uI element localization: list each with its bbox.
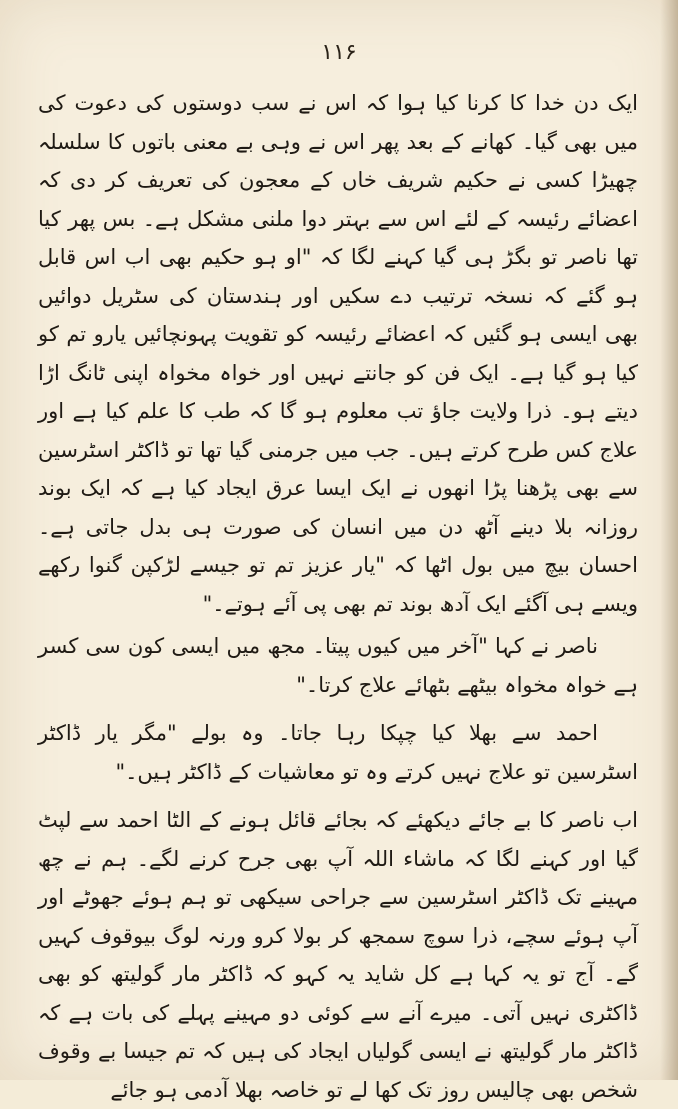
paragraph: ناصر نے کہا "آخر میں کیوں پیتا۔ مجھ میں ایسی کون سی کسر ہے خواہ مخواہ بیٹھے بٹھائے علاج کرتا۔" <box>38 634 638 697</box>
paragraph: احمد سے بھلا کیا چپکا رہا جاتا۔ وہ بولے "مگر یار ڈاکٹر اسٹرسین تو علاج نہیں کرتے وہ تو معاشیات کے ڈاکٹر ہیں۔" <box>38 721 638 784</box>
paragraph: ایک دن خدا کا کرنا کیا ہوا کہ اس نے سب دوستوں کی دعوت کی میں بھی گیا۔ کھانے کے بعد پھر اس نے وہی بے معنی باتوں کا سلسلہ چھیڑا کسی نے حکیم شریف خاں کے معجون کی تعریف کر دی کہ اعضائے رئیسہ کے لئے اس سے بہتر دوا ملنی مشکل ہے۔ بس پھر کیا تھا ناصر تو بگڑ ہی گیا کہنے لگا کہ "او ہو حکیم بھی اب اس قابل ہو گئے کہ نسخہ ترتیب دے سکیں اور ہندستان کی سٹریل دوائیں بھی ایسی ہو گئیں کہ اعضائے رئیسہ کو تقویت پہونچائیں یارو تم کو کیا ہو گیا ہے۔ ایک فن کو جانتے نہیں اور خواہ مخواہ اپنی ٹانگ اڑا دیتے ہو۔ ذرا ولایت جاؤ تب معلوم ہو گا کہ طب کا علم کیا ہے اور علاج کس طرح کرتے ہیں۔ جب میں جرمنی گیا تھا تو ڈاکٹر اسٹرسین سے بھی پڑھنا پڑا انھوں نے ایک ایسا عرق ایجاد کیا ہے کہ ایک بوند روزانہ بلا دینے آٹھ دن میں انسان کی صورت ہی بدل جاتی ہے۔ احسان بیچ میں بول اٹھا کہ "یار عزیز تم تو جیسے لڑکپن گنوا رکھے ویسے ہی آگئے ایک آدھ بوند تم بھی پی آئے ہوتے۔" <box>38 91 638 616</box>
page-edge-shadow <box>660 0 678 1080</box>
body-text <box>38 84 638 1109</box>
paragraph: اب ناصر کا بے جائے دیکھئے کہ بجائے قائل ہونے کے الٹا احمد سے لپٹ گیا اور کہنے لگا کہ ماشاء اللہ آپ بھی جرح کرنے لگے۔ ہم نے چھ مہینے تک ڈاکٹر اسٹرسین سے جراحی سیکھی تو ہم ہوئے جھوٹے اور آپ ہوئے سچے، ذرا سوچ سمجھ کر بولا کرو ورنہ لوگ بیوقوف کہیں گے۔ آج تو یہ کہا ہے کل شاید یہ کہو کہ ڈاکٹر مار گولیتھ کو بھی ڈاکٹری نہیں آتی۔ میرے آنے سے کوئی دو مہینے پہلے کی بات ہے کہ ڈاکٹر مار گولیتھ نے ایسی گولیاں ایجاد کی ہیں کہ تم جیسا بے وقوف شخص بھی چالیس روز تک کھا لے تو خاصہ بھلا آدمی ہو جائے <box>38 808 638 1102</box>
page-number: ۱۱۶ <box>321 40 357 65</box>
